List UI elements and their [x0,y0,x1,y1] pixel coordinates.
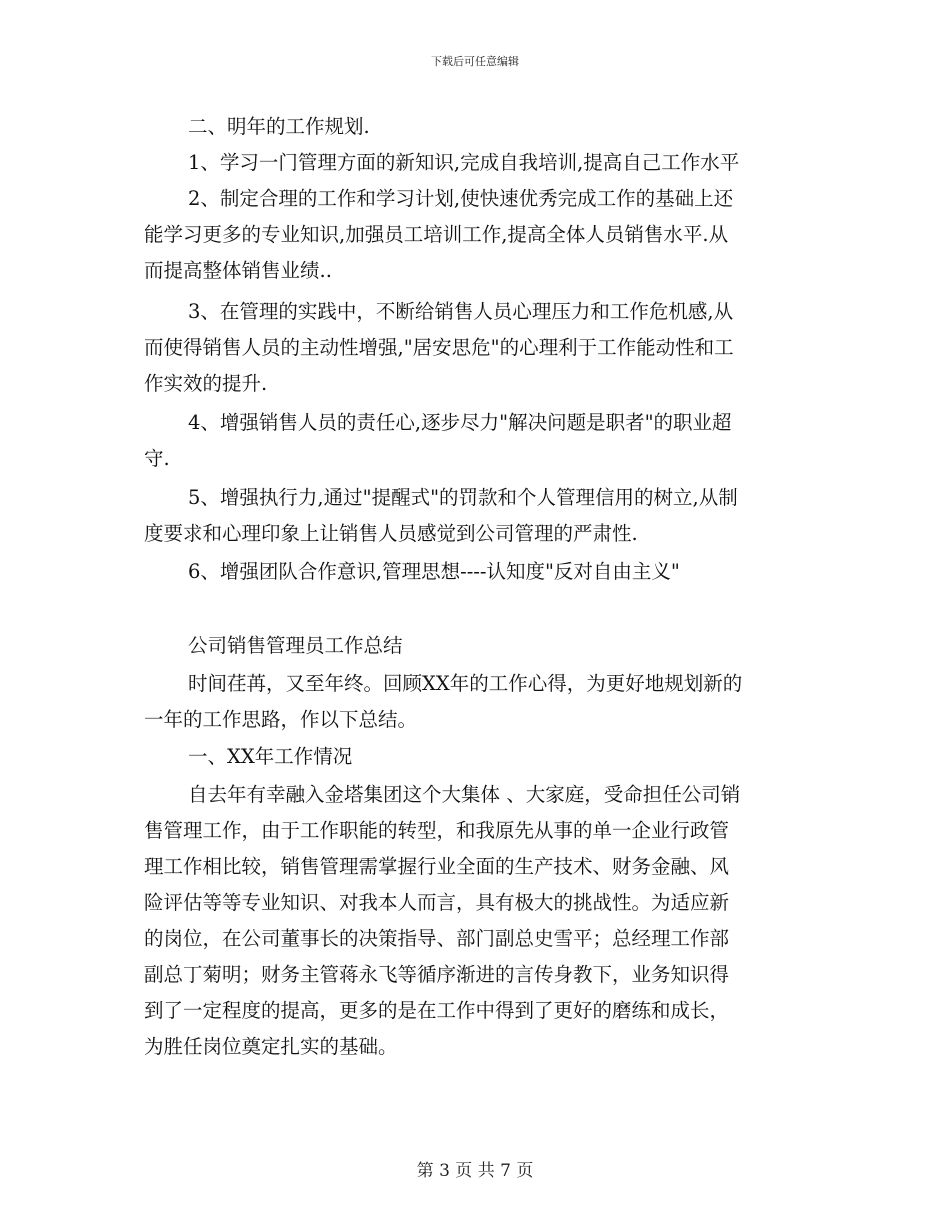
paragraph-line: 度要求和心理印象上让销售人员感觉到公司管理的严肃性. [144,522,638,545]
paragraph-line: 而提高整体销售业绩.. [144,259,332,282]
section-heading: 二、明年的工作规划. [188,115,370,138]
paragraph-line: 副总丁菊明；财务主管蒋永飞等循序渐进的言传身教下，业务知识得 [144,963,730,986]
paragraph-line: 险评估等等专业知识、对我本人而言，具有极大的挑战性。为适应新 [144,891,730,914]
paragraph-line: 4、增强销售人员的责任心,逐步尽力"解决问题是职者"的职业超 [188,411,732,434]
paragraph-line: 时间荏苒，又至年终。回顾XX年的工作心得，为更好地规划新的 [188,672,743,695]
paragraph-line: 5、增强执行力,通过"提醒式"的罚款和个人管理信用的树立,从制 [188,486,738,509]
paragraph-line: 6、增强团队合作意识,管理思想----认知度"反对自由主义" [188,560,680,583]
paragraph-line: 1、学习一门管理方面的新知识,完成自我培训,提高自己工作水平 [188,151,740,174]
page-number: 第 3 页 共 7 页 [416,1161,534,1181]
paragraph-line: 为胜任岗位奠定扎实的基础。 [144,1035,398,1058]
paragraph-line: 理工作相比较，销售管理需掌握行业全面的生产技术、财务金融、风 [144,855,730,878]
paragraph-line: 的岗位，在公司董事长的决策指导、部门副总史雪平；总经理工作部 [144,927,730,950]
paragraph-line: 能学习更多的专业知识,加强员工培训工作,提高全体人员销售水平.从 [144,223,729,246]
paragraph-line: 一年的工作思路，作以下总结。 [144,708,418,731]
paragraph-line: 售管理工作，由于工作职能的转型，和我原先从事的单一企业行政管 [144,819,730,842]
page-header: 下载后可任意编辑 [431,55,519,68]
paragraph-line: 到了一定程度的提高，更多的是在工作中得到了更好的磨练和成长， [144,999,730,1022]
document-title: 公司销售管理员工作总结 [188,634,403,657]
section-heading: 一、XX年工作情况 [188,745,353,768]
paragraph-line: 作实效的提升. [144,372,268,395]
paragraph-line: 守. [144,447,170,470]
paragraph-line: 自去年有幸融入金塔集团这个大集体 、大家庭，受命担任公司销 [188,783,741,806]
paragraph-line: 而使得销售人员的主动性增强,"居安思危"的心理利于工作能动性和工 [144,336,734,359]
paragraph-line: 3、在管理的实践中，不断给销售人员心理压力和工作危机感,从 [188,300,734,323]
paragraph-line: 2、制定合理的工作和学习计划,使快速优秀完成工作的基础上还 [188,187,734,210]
